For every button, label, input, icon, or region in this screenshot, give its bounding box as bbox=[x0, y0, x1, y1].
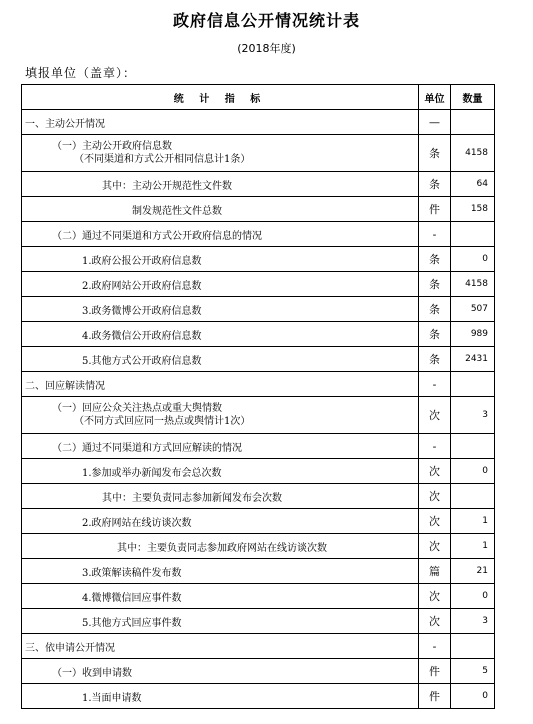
report-year: (2018年度) bbox=[237, 42, 296, 55]
row-unit: — bbox=[419, 110, 451, 135]
table-row bbox=[22, 534, 495, 559]
row-label-main: （一）主动公开政府信息数 bbox=[52, 141, 172, 152]
row-quantity: 1 bbox=[451, 509, 495, 534]
row-label: 三、依申请公开情况 bbox=[22, 634, 419, 659]
row-unit: 条 bbox=[419, 172, 451, 197]
row-unit: - bbox=[419, 634, 451, 659]
row-quantity: 3 bbox=[451, 397, 495, 434]
row-label: 1.政府公报公开政府信息数 bbox=[22, 247, 419, 272]
row-label: 制发规范性文件总数 bbox=[22, 197, 419, 222]
row-quantity: 1 bbox=[451, 534, 495, 559]
row-unit: - bbox=[419, 222, 451, 247]
statistics-table bbox=[21, 84, 495, 709]
row-unit: 次 bbox=[419, 609, 451, 634]
table-row bbox=[22, 322, 495, 347]
row-unit: 条 bbox=[419, 272, 451, 297]
row-quantity: 507 bbox=[451, 297, 495, 322]
row-label bbox=[22, 397, 419, 434]
table-row bbox=[22, 222, 495, 247]
table-row bbox=[22, 634, 495, 659]
row-quantity: 5 bbox=[451, 659, 495, 684]
row-unit: 件 bbox=[419, 197, 451, 222]
table-row bbox=[22, 584, 495, 609]
table-row bbox=[22, 197, 495, 222]
row-label: 2.政府网站在线访谈次数 bbox=[22, 509, 419, 534]
table-row bbox=[22, 484, 495, 509]
report-title: 政府信息公开情况统计表 bbox=[172, 11, 360, 30]
row-quantity: 0 bbox=[451, 684, 495, 709]
table-header-row bbox=[22, 85, 495, 110]
header-unit: 单位 bbox=[419, 85, 451, 110]
row-label-main: （一）回应公众关注热点或重大舆情数 bbox=[52, 403, 222, 414]
row-label: 3.政策解读稿件发布数 bbox=[22, 559, 419, 584]
row-unit: 次 bbox=[419, 534, 451, 559]
row-unit: 件 bbox=[419, 659, 451, 684]
row-label: 5.其他方式回应事件数 bbox=[22, 609, 419, 634]
row-label: 二、回应解读情况 bbox=[22, 372, 419, 397]
row-quantity: 0 bbox=[451, 247, 495, 272]
row-label-note: （不同方式回应同一热点或舆情计1次） bbox=[74, 416, 251, 427]
table-row bbox=[22, 509, 495, 534]
reporting-unit-label: 填报单位（盖章）： bbox=[25, 66, 137, 80]
row-unit: 条 bbox=[419, 135, 451, 172]
row-label: 4.政务微信公开政府信息数 bbox=[22, 322, 419, 347]
row-label: 一、主动公开情况 bbox=[22, 110, 419, 135]
row-label: （一）收到申请数 bbox=[22, 659, 419, 684]
row-unit: 次 bbox=[419, 459, 451, 484]
row-label: 1.参加或举办新闻发布会总次数 bbox=[22, 459, 419, 484]
row-quantity bbox=[451, 372, 495, 397]
row-unit: 次 bbox=[419, 584, 451, 609]
row-quantity: 0 bbox=[451, 584, 495, 609]
table-row bbox=[22, 110, 495, 135]
row-quantity: 4158 bbox=[451, 135, 495, 172]
row-label-note: （不同渠道和方式公开相同信息计1条） bbox=[74, 154, 251, 165]
row-quantity: 21 bbox=[451, 559, 495, 584]
row-label: （二）通过不同渠道和方式公开政府信息的情况 bbox=[22, 222, 419, 247]
row-quantity bbox=[451, 484, 495, 509]
row-quantity: 64 bbox=[451, 172, 495, 197]
table-row bbox=[22, 559, 495, 584]
row-label bbox=[22, 135, 419, 172]
row-unit: 条 bbox=[419, 347, 451, 372]
row-label: 其中：主要负责同志参加新闻发布会次数 bbox=[22, 484, 419, 509]
row-unit: 篇 bbox=[419, 559, 451, 584]
row-quantity: 158 bbox=[451, 197, 495, 222]
row-label: 4.微博微信回应事件数 bbox=[22, 584, 419, 609]
table-row bbox=[22, 684, 495, 709]
table-row bbox=[22, 135, 495, 172]
row-quantity bbox=[451, 634, 495, 659]
table-row bbox=[22, 397, 495, 434]
row-label: （二）通过不同渠道和方式回应解读的情况 bbox=[22, 434, 419, 459]
row-unit: 条 bbox=[419, 247, 451, 272]
header-quantity: 数量 bbox=[451, 85, 495, 110]
row-unit: 次 bbox=[419, 509, 451, 534]
row-quantity bbox=[451, 434, 495, 459]
table-row bbox=[22, 659, 495, 684]
row-unit: 次 bbox=[419, 484, 451, 509]
row-unit: 条 bbox=[419, 297, 451, 322]
row-unit: 件 bbox=[419, 684, 451, 709]
table-row bbox=[22, 434, 495, 459]
table-row bbox=[22, 297, 495, 322]
row-unit: - bbox=[419, 372, 451, 397]
row-label: 5.其他方式公开政府信息数 bbox=[22, 347, 419, 372]
row-unit: - bbox=[419, 434, 451, 459]
row-quantity: 2431 bbox=[451, 347, 495, 372]
row-label: 其中：主动公开规范性文件数 bbox=[22, 172, 419, 197]
table-row bbox=[22, 459, 495, 484]
row-quantity: 4158 bbox=[451, 272, 495, 297]
table-row bbox=[22, 609, 495, 634]
row-quantity: 0 bbox=[451, 459, 495, 484]
table-row bbox=[22, 347, 495, 372]
row-label: 其中：主要负责同志参加政府网站在线访谈次数 bbox=[22, 534, 419, 559]
row-label: 3.政务微博公开政府信息数 bbox=[22, 297, 419, 322]
table-row bbox=[22, 272, 495, 297]
table-row bbox=[22, 172, 495, 197]
table-row bbox=[22, 372, 495, 397]
row-unit: 条 bbox=[419, 322, 451, 347]
row-quantity bbox=[451, 222, 495, 247]
row-quantity: 989 bbox=[451, 322, 495, 347]
row-quantity: 3 bbox=[451, 609, 495, 634]
row-label: 1.当面申请数 bbox=[22, 684, 419, 709]
row-unit: 次 bbox=[419, 397, 451, 434]
table-row bbox=[22, 247, 495, 272]
row-quantity bbox=[451, 110, 495, 135]
header-indicator: 统 计 指 标 bbox=[22, 85, 419, 110]
row-label: 2.政府网站公开政府信息数 bbox=[22, 272, 419, 297]
